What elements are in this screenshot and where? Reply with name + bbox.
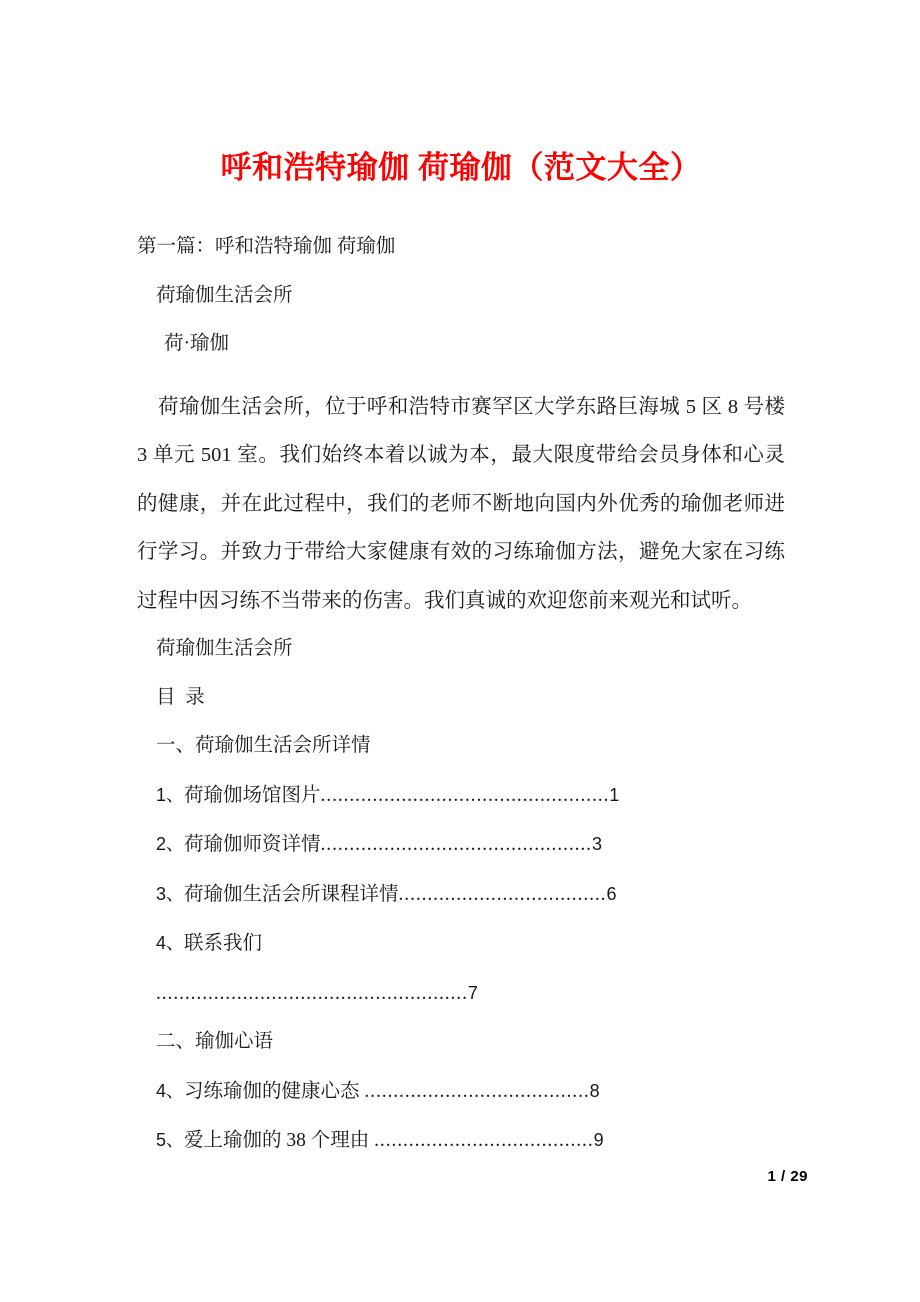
toc-entry[interactable] [137,1116,785,1166]
toc-dot-leader: .................................... [398,883,607,905]
toc-entry[interactable] [137,870,785,920]
studio-name-repeat: 荷瑜伽生活会所 [156,638,293,659]
toc-page-number: 3 [591,834,602,854]
toc-entry-label: 习练瑜伽的健康心态 [184,1080,365,1102]
toc-page-number: 6 [606,883,617,904]
toc-entry-label: 荷瑜伽师资详情 [184,834,321,855]
toc-entry-continuation[interactable] [137,969,785,1019]
toc-entry-number: 3、 [156,883,185,904]
toc-page-number: 9 [593,1130,604,1150]
toc-entry-label: 联系我们 [184,933,263,954]
toc-section-heading: 一、荷瑜伽生活会所详情 [156,735,371,756]
studio-name: 荷瑜伽生活会所 [156,284,293,306]
document-content [137,0,785,1166]
toc-page-number: 8 [589,1080,600,1101]
brand-mark: 荷·瑜伽 [164,333,229,354]
toc-entry-label: 爱上瑜伽的 38 个理由 [184,1130,375,1151]
toc-dot-leader: .................................................. [320,784,610,806]
toc-entry[interactable] [137,771,785,821]
toc-entry[interactable] [137,820,785,870]
toc-page-number: 1 [609,784,620,805]
toc-entry-number: 4、 [156,1080,185,1101]
toc-entry[interactable] [137,1067,785,1117]
toc-dot-leader: ....................................... [364,1080,590,1102]
section-label: 第一篇：呼和浩特瑜伽 荷瑜伽 [137,236,396,257]
toc-entry-number: 1、 [156,784,185,805]
toc-entry-label: 荷瑜伽场馆图片 [184,784,321,806]
toc-entry-label: 荷瑜伽生活会所课程详情 [184,883,399,905]
page-number-footer: 1 / 29 [767,1168,808,1185]
toc-heading: 目 录 [156,686,205,708]
toc-entry-number: 4、 [156,933,185,953]
studio-description: 荷瑜伽生活会所，位于呼和浩特市赛罕区大学东路巨海城 5 区 8 号楼 3 单元 501 室。我们始终本着以诚为本，最大限度带给会员身体和心灵的健康，并在此过程中，我们的老师不断地向国内外优秀的瑜伽老师进行学习。并致力于带给大家健康有效的习练瑜伽方法，避免大家在习练过程中因习练不当带来的伤害。我们真诚的欢迎您前来观光和试听。 [137,395,785,612]
toc-dot-leader: ...................................................... [156,982,468,1004]
page-title: 呼和浩特瑜伽 荷瑜伽（范文大全） [220,150,702,185]
toc-entry[interactable] [137,919,785,969]
toc-section-heading: 二、瑜伽心语 [156,1031,274,1052]
toc-page-number: 7 [467,982,478,1003]
toc-entry-number: 5、 [156,1130,185,1150]
table-of-contents [137,722,785,1166]
toc-entry-number: 2、 [156,834,185,854]
toc-dot-leader: ...................................... [374,1130,594,1151]
toc-dot-leader: ............................................... [320,834,592,855]
